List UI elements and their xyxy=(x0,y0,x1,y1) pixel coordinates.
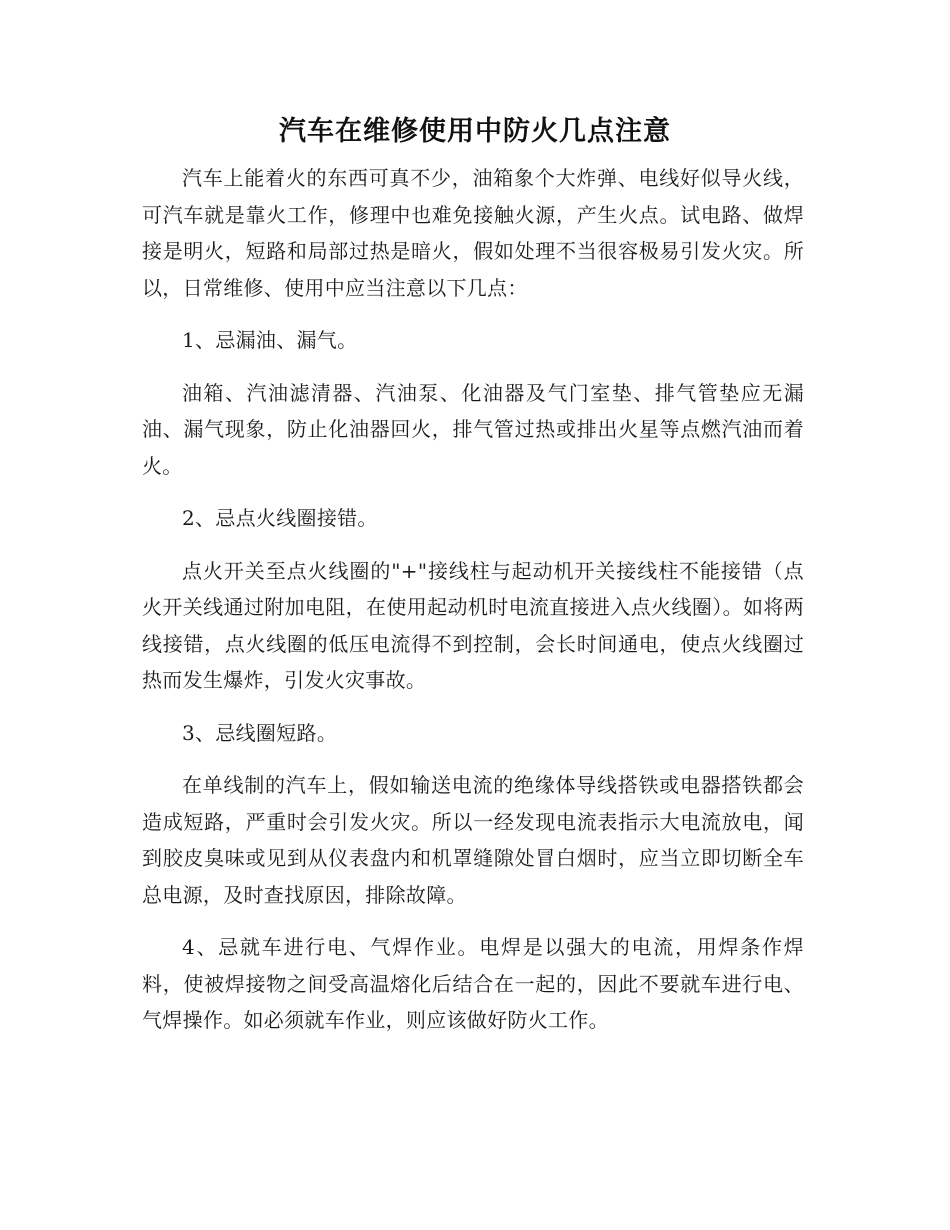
document-body xyxy=(142,160,804,1055)
section-heading-2: 2、忌点火线圈接错。 xyxy=(182,506,378,530)
intro-paragraph: 汽车上能着火的东西可真不少，油箱象个大炸弹、电线好似导火线，可汽车就是靠火工作，修理中也难免接触火源，产生火点。试电路、做焊接是明火，短路和局部过热是暗火，假如处理不当很容极易引发火灾。所以，日常维修、使用中应当注意以下几点： xyxy=(142,166,804,300)
section-heading-3: 3、忌线圈短路。 xyxy=(182,720,338,745)
document-title: 汽车在维修使用中防火几点注意 xyxy=(279,116,671,147)
section-paragraph-3: 在单线制的汽车上，假如输送电流的绝缘体导线搭铁或电器搭铁都会造成短路，严重时会引发火灾。所以一经发现电流表指示大电流放电，闻到胶皮臭味或见到从仪表盘内和机罩缝隙处冒白烟时，应当立即切断全车总电源，及时查找原因，排除故障。 xyxy=(142,773,804,907)
section-paragraph-4: 4、忌就车进行电、气焊作业。电焊是以强大的电流，用焊条作焊料，使被焊接物之间受高温熔化后结合在一起的，因此不要就车进行电、气焊操作。如必须就车作业，则应该做好防火工作。 xyxy=(142,935,804,1032)
section-paragraph-1: 油箱、汽油滤清器、汽油泵、化油器及气门室垫、排气管垫应无漏油、漏气现象，防止化油器回火，排气管过热或排出火星等点燃汽油而着火。 xyxy=(142,380,804,478)
section-paragraph-2: 点火开关至点火线圈的"+"接线柱与起动机开关接线柱不能接错（点火开关线通过附加电阻，在使用起动机时电流直接进入点火线圈）。如将两线接错，点火线圈的低压电流得不到控制，会长时间通电，使点火线圈过热而发生爆炸，引发火灾事故。 xyxy=(142,558,804,692)
section-heading-1: 1、忌漏油、漏气。 xyxy=(182,328,358,352)
